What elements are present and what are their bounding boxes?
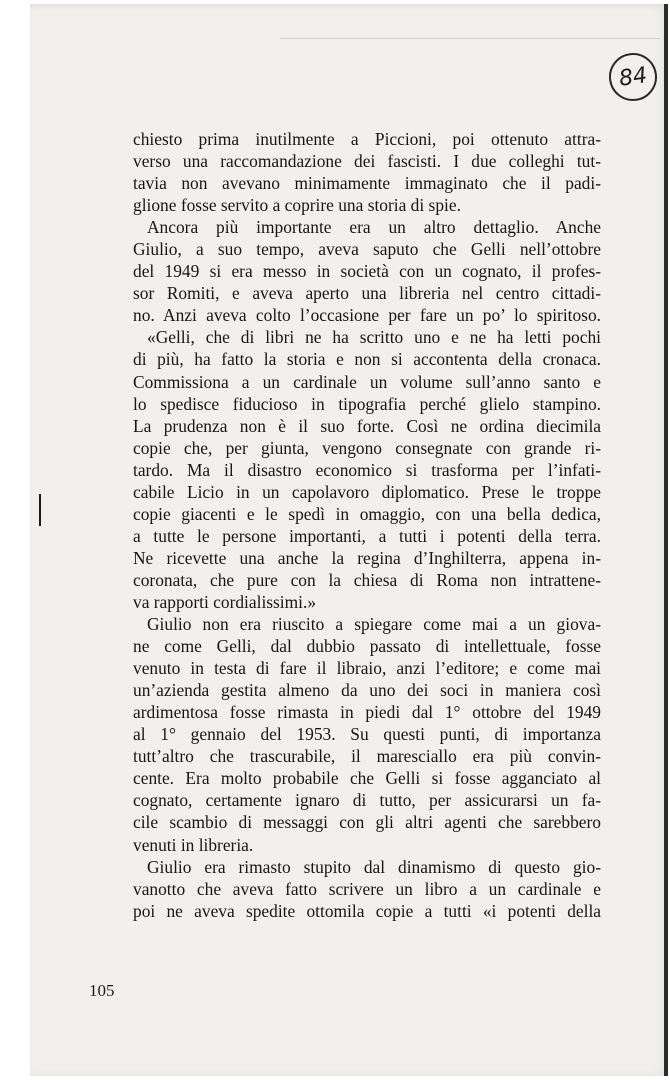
text-line: tardo. Ma il disastro economico si trasforma per l’infati- [133,459,601,480]
text-line: vanotto che aveva fatto scrivere un libro a un cardinale e [133,878,601,899]
book-page [30,4,668,1076]
text-line: Giulio, a suo tempo, aveva saputo che Gelli nell’ottobre [133,239,601,260]
text-line: va rapporti cordialissimi.» [133,591,317,612]
annotation-number: 84 [617,62,649,92]
text-line: Ancora più importante era un altro dettaglio. Anche [147,217,601,238]
text-line: coronata, che pure con la chiesa di Roma non intrattene- [133,569,601,590]
text-line: no. Anzi aveva colto l’occasione per fare un po’ lo spiritoso. [133,305,601,326]
text-line: Giulio era rimasto stupito dal dinamismo di questo gio- [147,856,601,877]
text-line: verso una raccomandazione dei fascisti. I due colleghi tut- [133,151,601,172]
text-line: sor Romiti, e aveva aperto una libreria nel centro cittadi- [133,283,601,304]
text-line: copie giacenti e le spedì in omaggio, con una bella dedica, [133,503,601,524]
text-line: «Gelli, che di libri ne ha scritto uno e ne ha letti pochi [147,327,601,348]
text-line: tutt’altro che trascurabile, il maresciallo era più convin- [133,746,601,767]
text-line: a tutte le persone importanti, a tutti i potenti della terra. [133,525,601,546]
text-line: ne come Gelli, dal dubbio passato di intellettuale, fosse [133,636,601,657]
text-line: tavia non avevano minimamente immaginato che il padi- [133,173,601,194]
margin-mark [39,494,41,526]
scan-mark [280,38,660,39]
page-edge-shadow [664,4,668,1076]
text-line: Commissiona a un cardinale un volume sull’anno santo e [133,371,601,392]
text-line: del 1949 si era messo in società con un cognato, il profes- [133,261,601,282]
text-line: copie che, per giunta, vengono consegnate con grande ri- [133,437,601,458]
text-line: ardimentosa fosse rimasta in piedi dal 1° ottobre del 1949 [133,702,601,723]
page-number: 105 [89,981,115,1000]
text-line: un’azienda gestita almeno da uno dei soci in maniera così [133,680,601,701]
text-line: La prudenza non è il suo forte. Così ne ordina diecimila [133,415,601,436]
text-line: chiesto prima inutilmente a Piccioni, poi ottenuto attra- [133,129,601,149]
text-line: di più, ha fatto la storia e non si accontenta della cronaca. [133,349,601,370]
text-line: venuti in libreria. [133,834,254,855]
body-text [133,128,601,922]
text-line: cile scambio di messaggi con gli altri agenti che sarebbero [133,812,601,833]
text-line: venuto in testa di fare il libraio, anzi l’editore; e come mai [133,658,601,679]
text-line: al 1° gennaio del 1953. Su questi punti, di importanza [133,724,601,745]
text-line: cente. Era molto probabile che Gelli si fosse agganciato al [133,768,601,789]
text-line: cabile Licio in un capolavoro diplomatico. Prese le troppe [133,481,601,502]
text-line: poi ne aveva spedite ottomila copie a tutti «i potenti della [133,900,601,921]
text-line: lo spedisce fiducioso in tipografia perché glielo stampino. [133,393,601,414]
text-line: Giulio non era riuscito a spiegare come mai a un giova- [147,614,601,635]
handwritten-page-annotation [606,50,660,104]
text-line: Ne ricevette una anche la regina d’Inghilterra, appena in- [133,547,601,568]
text-line: glione fosse servito a coprire una storia di spie. [133,195,461,216]
text-line: cognato, certamente ignaro di tutto, per assicurarsi un fa- [133,790,601,811]
